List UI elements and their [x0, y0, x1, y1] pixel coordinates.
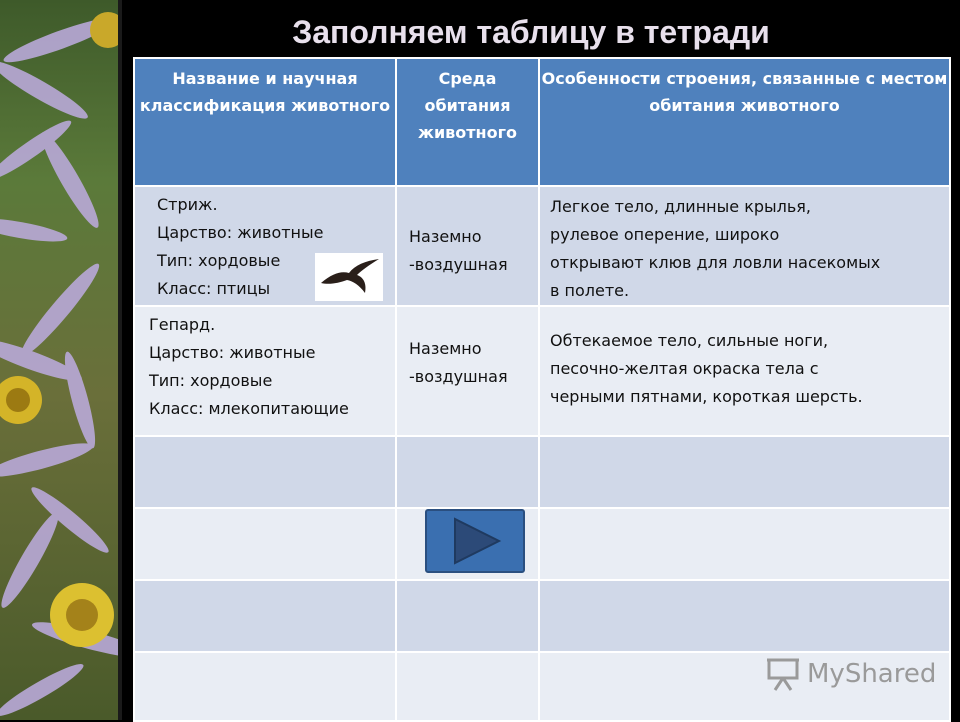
- name-line: Тип: хордовые: [157, 251, 281, 270]
- name-line: Царство: животные: [157, 223, 324, 242]
- name-line: Гепард.: [149, 315, 216, 334]
- flower-decoration: [0, 0, 118, 720]
- play-triangle-icon: [427, 511, 523, 571]
- cell-features: [539, 186, 950, 306]
- empty-cell: [539, 436, 950, 508]
- features-line: Легкое тело, длинные крылья,: [550, 197, 812, 216]
- habitat-line: -воздушная: [409, 255, 508, 274]
- flower-image: [0, 0, 118, 720]
- empty-cell: [134, 580, 396, 652]
- name-line: Стриж.: [157, 195, 218, 214]
- empty-cell: [396, 652, 539, 721]
- features-line: песочно-желтая окраска тела с: [550, 359, 819, 378]
- table-header-row: [134, 58, 950, 186]
- features-line: рулевое оперение, широко: [550, 225, 780, 244]
- table-row: [134, 186, 950, 306]
- cell-habitat: [396, 186, 539, 306]
- watermark: [765, 656, 936, 692]
- features-line: открывают клюв для ловли насекомых: [550, 253, 881, 272]
- empty-row: [134, 508, 950, 580]
- habitat-line: Наземно: [409, 339, 482, 358]
- empty-cell: [134, 508, 396, 580]
- habitat-line: Наземно: [409, 227, 482, 246]
- empty-cell: [396, 580, 539, 652]
- name-line: Класс: млекопитающие: [149, 399, 349, 418]
- empty-row: [134, 436, 950, 508]
- slide-title: Заполняем таблицу в тетради: [292, 14, 770, 50]
- habitat-line: -воздушная: [409, 367, 508, 386]
- header-habitat: Среда обитания животного: [396, 58, 539, 186]
- features-line: в полете.: [550, 281, 630, 300]
- features-line: Обтекаемое тело, сильные ноги,: [550, 331, 829, 350]
- empty-cell: [134, 436, 396, 508]
- table-row: [134, 306, 950, 436]
- header-features: Особенности строения, связанные с местом обитания животного: [539, 58, 950, 186]
- presentation-logo-icon: [765, 656, 801, 692]
- cell-features: [539, 306, 950, 436]
- name-line: Класс: птицы: [157, 279, 271, 298]
- play-button[interactable]: [425, 509, 525, 573]
- features-line: черными пятнами, короткая шерсть.: [550, 387, 863, 406]
- empty-cell: [539, 508, 950, 580]
- swift-bird-icon: [315, 253, 383, 301]
- watermark-text: MyShared: [807, 659, 937, 689]
- empty-row: [134, 580, 950, 652]
- empty-cell: [539, 580, 950, 652]
- cell-name: [134, 306, 396, 436]
- animal-table: [133, 57, 951, 722]
- header-name: Название и научная классификация животного: [134, 58, 396, 186]
- empty-cell: [396, 436, 539, 508]
- name-line: Царство: животные: [149, 343, 316, 362]
- empty-cell: [134, 652, 396, 721]
- name-line: Тип: хордовые: [149, 371, 273, 390]
- cell-habitat: [396, 306, 539, 436]
